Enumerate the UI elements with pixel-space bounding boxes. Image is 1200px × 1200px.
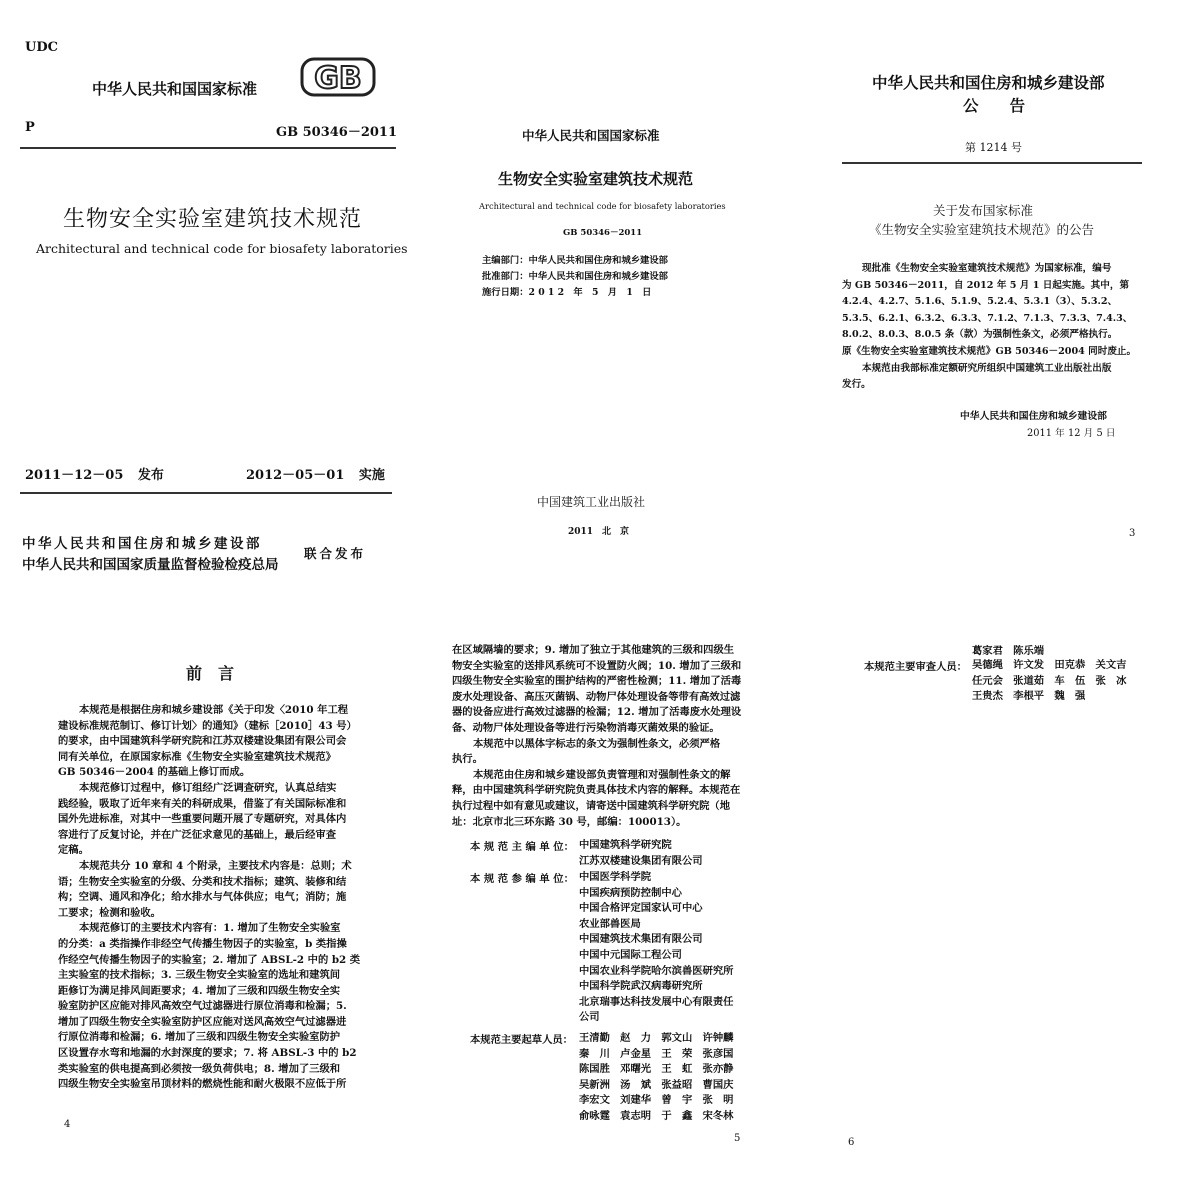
p2-title-en: Architectural and technical code for biosafety laboratories [479,201,726,211]
p5-line: 在区域隔墙的要求；9. 增加了独立于其他建筑的三级和四级生 [452,644,735,656]
p4-line: 同有关单位，在原国家标准《生物安全实验室建筑技术规范》 [58,750,337,763]
p5-unit: 中国建筑科学研究院 [579,839,672,851]
issue-label: 发布 [137,468,164,483]
p5-unit: 中国合格评定国家认可中心 [579,902,703,915]
p4-body [58,703,362,1093]
p5-drafter-row: 秦 川 卢金星 王 荣 张彦国 [579,1047,734,1060]
joint-release: 联合发布 [304,546,367,561]
p4-line: 距修订为满足排风间距要求；4. 增加了三级和四级生物安全实 [58,984,341,997]
p4-line: 区设置存水弯和地漏的水封深度的要求；7. 将 ABSL-3 中的 b2 [58,1047,357,1060]
p3-body-line: 发行。 [842,379,871,391]
impl-date [246,464,385,483]
p5-line: 执行。 [452,753,483,766]
impl-label: 实施 [358,468,385,483]
gb-logo-icon [300,57,376,97]
p5-chief-label: 本 规 范 主 编 单 位： [470,841,574,853]
class-code: P [25,120,35,135]
p3-subject-line2: 《生物安全实验室建筑技术规范》的公告 [869,222,1095,237]
p5-drafter-row: 吴新洲 汤 斌 张益昭 曹国庆 [579,1078,734,1091]
p5-drafter-row: 李宏文 刘建华 曾 宇 张 明 [579,1094,734,1107]
p2-impl-date: 施行日期：2 0 1 2 年 5 月 1 日 [482,287,652,298]
p4-line: 本规范修订的主要技术内容有：1. 增加了生物安全实验室 [79,922,341,935]
p6-page-number: 6 [848,1137,855,1148]
p3-body [842,261,1144,394]
p5-unit: 中国建筑技术集团有限公司 [579,933,703,946]
p4-page-number: 4 [64,1119,71,1130]
issue-date-value: 2011－12－05 [25,468,124,483]
p6-reviewers [972,658,1152,705]
p5-line: 备、动物尸体处理设备等进行污染物消毒灭菌效果的验证。 [452,721,720,734]
udc-label: UDC [25,40,58,55]
p6-reviewer-label: 本规范主要审查人员： [864,661,967,673]
issue-date [25,464,164,483]
p3-announcement: 公 告 [963,96,1026,115]
p5-drafters [579,1031,759,1125]
p5-unit: 农业部兽医局 [579,917,641,930]
p4-line: 验室防护区应能对排风高效空气过滤器进行原位消毒和检漏；5. [58,1000,347,1013]
p5-body [452,643,750,830]
p5-unit: 中国农业科学院哈尔滨兽医研究所 [579,964,734,977]
p4-line: 的要求，由中国建筑科学研究院和江苏双楼建设集团有限公司会 [58,735,347,748]
issuer-ministry: 中华人民共和国住房和城乡建设部 [22,536,262,552]
p4-line: 语；生物安全实验室的分级、分类和技术指标；建筑、装修和结 [58,875,347,888]
bottom-divider [20,492,392,494]
p6-drafter-cont: 葛家君 陈乐端 [972,645,1045,657]
p4-line: 的分类：a 类指操作非经空气传播生物因子的实验室，b 类指操 [58,937,347,950]
p4-line: 作经空气传播生物因子的实验室；2. 增加了 ABSL-2 中的 b2 类 [58,953,361,966]
p2-approver: 批准部门：中华人民共和国住房和城乡建设部 [482,271,668,282]
p5-unit: 中国医学科学院 [579,871,652,883]
p4-line: 工要求；检测和验收。 [58,906,161,919]
p4-line: 建设标准规范制订、修订计划〉的通知》（建标［2010］43 号） [58,719,357,732]
p5-unit: 中国疾病预防控制中心 [579,886,682,899]
p4-line: 本规范是根据住房和城乡建设部《关于印发〈2010 年工程 [79,704,349,716]
p5-drafter-row: 王清勤 赵 力 郭文山 许钟麟 [579,1032,734,1044]
p4-line: 类实验室的供电提高到必须按一级负荷供电；8. 增加了三级和 [58,1062,341,1075]
p2-title-cn: 生物安全实验室建筑技术规范 [498,170,694,188]
p3-body-line: 为 GB 50346－2011，自 2012 年 5 月 1 日起实施。其中，第 [842,279,1130,291]
p3-body-line: 原《生物安全实验室建筑技术规范》GB 50346－2004 同时废止。 [842,345,1137,357]
p5-line: 四级生物安全实验室的围护结构的严密性检测；11. 增加了活毒 [452,675,742,688]
p5-line: 物安全实验室的送排风系统可不设置防火阀；10. 增加了三级和 [452,659,742,672]
p3-sign-date: 2011 年 12 月 5 日 [1027,428,1116,439]
p4-line: 增加了四级生物安全实验室防护区应能对送风高效空气过滤器进 [58,1015,347,1028]
p5-unit: 中国科学院武汉病毒研究所 [579,980,703,993]
p3-divider [842,162,1142,164]
p4-line: 主实验室的技术指标；3. 三级生物安全实验室的选址和建筑间 [58,969,341,982]
p3-body-line: 5.3.5、6.2.1、6.3.2、6.3.3、7.1.2、7.1.3、7.3.3、7.4.3、 [842,312,1133,324]
p3-body-line: 4.2.4、4.2.7、5.1.6、5.1.9、5.2.4、5.3.1（3）、5.3.2、 [842,296,1118,308]
cover-title-cn: 生物安全实验室建筑技术规范 [63,207,363,232]
p3-number: 第 1214 号 [965,141,1022,154]
p5-unit: 公司 [579,1011,600,1024]
p2-editor: 主编部门：中华人民共和国住房和城乡建设部 [482,255,668,266]
p4-line: 本规范修订过程中，修订组经广泛调查研究，认真总结实 [79,781,337,794]
p4-line: 构；空调、通风和净化；给水排水与气体供应；电气；消防；施 [58,891,347,904]
p4-line: 四级生物安全实验室吊顶材料的燃烧性能和耐火极限不应低于所 [58,1078,347,1091]
national-standard-label: 中华人民共和国国家标准 [92,80,258,98]
p4-line: 容进行了反复讨论，并在广泛征求意见的基础上，最后经审查 [58,828,337,841]
p2-publisher: 中国建筑工业出版社 [537,495,646,509]
p5-drafter-label: 本规范主要起草人员： [470,1034,573,1046]
p4-line: 践经验，吸取了近年来有关的科研成果，借鉴了有关国际标准和 [58,797,347,810]
p6-reviewer-row: 任元会 张道茹 车 伍 张 冰 [972,674,1127,687]
p4-line: GB 50346－2004 的基础上修订而成。 [58,766,251,779]
p3-ministry: 中华人民共和国住房和城乡建设部 [872,73,1105,92]
p5-chief-units [579,838,759,869]
p5-line: 本规范由住房和城乡建设部负责管理和对强制性条文的解 [473,768,731,781]
p3-page-number: 3 [1129,528,1136,539]
p5-line: 器的设备应进行高效过滤器的检漏；12. 增加了活毒废水处理设 [452,706,742,719]
p5-participant-label: 本 规 范 参 编 单 位： [470,873,574,885]
p4-line: 行原位消毒和检漏；6. 增加了三级和四级生物安全实验室防护 [58,1031,341,1044]
p5-line: 执行过程中如有意见或建议，请寄送中国建筑科学研究院（地 [452,799,731,812]
p5-unit: 北京瑞事达科技发展中心有限责任 [579,995,734,1008]
p5-line: 释，由中国建筑科学研究院负责具体技术内容的解释。本规范在 [452,784,741,797]
p5-line: 本规范中以黑体字标志的条文为强制性条文，必须严格 [473,737,721,750]
p5-page-number: 5 [734,1133,741,1144]
p3-subject-line1: 关于发布国家标准 [933,203,1034,218]
p4-line: 定稿。 [58,844,89,857]
p5-participant-units [579,870,759,1026]
issuer-aqsiq: 中华人民共和国国家质量监督检验检疫总局 [22,557,279,573]
p4-line: 国外先进标准，对其中一些重要问题开展了专题研究，对具体内 [58,813,347,826]
p5-line: 址：北京市北三环东路 30 号，邮编：100013）。 [452,815,687,828]
p5-drafter-row: 俞咏霆 袁志明 于 鑫 宋冬林 [579,1109,734,1122]
impl-date-value: 2012－05－01 [246,468,345,483]
p5-unit: 江苏双楼建设集团有限公司 [579,854,703,867]
top-divider [20,147,396,149]
p3-sign-org: 中华人民共和国住房和城乡建设部 [960,411,1107,422]
p2-place: 2011 北 京 [568,527,630,537]
p6-reviewer-row: 王贵杰 李根平 魏 强 [972,690,1086,703]
cover-title-en: Architectural and technical code for biosafety laboratories [36,241,408,256]
p2-code: GB 50346－2011 [563,228,643,238]
p5-line: 废水处理设备、高压灭菌锅、动物尸体处理设备等带有高效过滤 [452,690,741,703]
p4-line: 本规范共分 10 章和 4 个附录，主要技术内容是：总则；术 [79,859,352,872]
p4-heading: 前 言 [186,664,235,683]
p3-body-line: 8.0.2、8.0.3、8.0.5 条（款）为强制性条文，必须严格执行。 [842,329,1118,341]
standard-code: GB 50346－2011 [276,125,398,140]
p5-unit: 中国中元国际工程公司 [579,948,682,961]
p3-body-line: 本规范由我部标准定额研究所组织中国建筑工业出版社出版 [862,362,1112,374]
p5-drafter-row: 陈国胜 邓曙光 王 虹 张亦静 [579,1063,734,1076]
p3-body-line: 现批准《生物安全实验室建筑技术规范》为国家标准，编号 [862,263,1112,274]
p2-national-standard: 中华人民共和国国家标准 [522,128,660,143]
p6-reviewer-row: 吴德绳 许文发 田克恭 关文吉 [972,659,1127,671]
svg-text:GB: GB [314,61,362,96]
